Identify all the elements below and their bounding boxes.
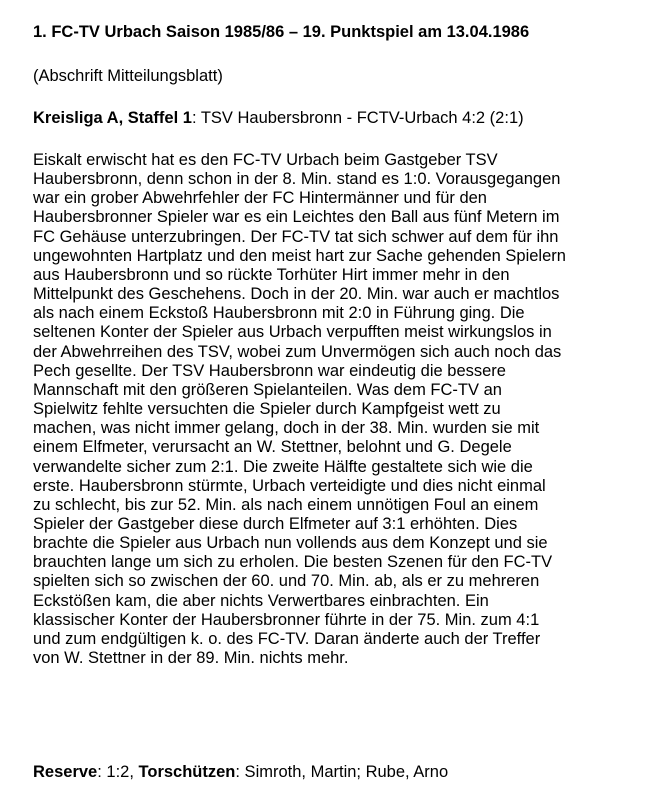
league-line [33,108,524,128]
reserve-score: : 1:2, [97,763,139,781]
report-line: machen, was nicht immer gelang, doch in der 38. Min. wurden sie mit [33,419,540,438]
report-line: Spieler der Gastgeber diese durch Elfmeter auf 3:1 erhöhten. Dies [33,514,518,533]
report-line: Eckstößen kam, die aber nichts Verwertbares einbrachten. Ein [33,591,489,610]
reserve-line [33,762,448,782]
report-line: Eiskalt erwischt hat es den FC-TV Urbach beim Gastgeber TSV [33,151,498,169]
report-line: Spielwitz fehlte versuchten die Spieler durch Kampfgeist wett zu [33,400,501,419]
report-line: aus Haubersbronn und so rückte Torhüter Hirt immer mehr in den [33,265,510,284]
report-line: und zum endgültigen k. o. des FC-TV. Daran änderte auch der Treffer [33,629,541,648]
report-line: erste. Haubersbronn stürmte, Urbach verteidigte und dies nicht einmal [33,476,546,495]
match-report [33,151,658,668]
report-line: als nach einem Eckstoß Haubersbronn mit 2:0 in Führung ging. Die [33,304,525,323]
report-line: Mannschaft mit den größeren Spielanteilen. Was dem FC-TV an [33,380,502,399]
scorers-label: Torschützen [138,763,236,781]
league-label: Kreisliga A, Staffel 1 [33,109,192,127]
report-line: Haubersbronner Spieler war es ein Leichtes den Ball aus fünf Metern im [33,208,560,227]
report-line: Haubersbronn, denn schon in der 8. Min. stand es 1:0. Vorausgegangen [33,170,561,189]
report-line: zu schlecht, bis zur 52. Min. als nach einem unnötigen Foul an einem [33,495,539,514]
report-line: seltenen Konter der Spieler aus Urbach verpufften meist wirkungslos in [33,323,552,342]
report-line: war ein grober Abwehrfehler der FC Hintermänner und für den [33,189,487,208]
match-result: : TSV Haubersbronn - FCTV-Urbach 4:2 (2:1) [191,109,524,127]
report-line: Pech gesellte. Der TSV Haubersbronn war eindeutig die bessere [33,361,506,380]
reserve-label: Reserve [33,763,98,781]
report-line: brauchten lange um sich zu erholen. Die besten Szenen für den FC-TV [33,553,553,572]
report-line: einem Elfmeter, verursacht an W. Stettner, belohnt und G. Degele [33,438,512,457]
report-line: spielten sich so zwischen der 60. und 70. Min. ab, als er zu mehreren [33,572,540,591]
document-title: 1. FC-TV Urbach Saison 1985/86 – 19. Punktspiel am 13.04.1986 [33,23,530,41]
report-line: klassischer Konter der Haubersbronner führte in der 75. Min. zum 4:1 [33,610,540,629]
report-line: von W. Stettner in der 89. Min. nichts mehr. [33,649,349,668]
scorers-list: : Simroth, Martin; Rube, Arno [235,763,449,781]
document-subtitle: (Abschrift Mitteilungsblatt) [33,67,223,85]
report-line: der Abwehrreihen des TSV, wobei zum Unvermögen sich auch noch das [33,342,562,361]
report-line: brachte die Spieler aus Urbach nun vollends aus dem Konzept und sie [33,534,548,553]
report-line: Mittelpunkt des Geschehens. Doch in der 20. Min. war auch er machtlos [33,285,560,304]
report-line: verwandelte sicher zum 2:1. Die zweite Hälfte gestaltete sich wie die [33,457,533,476]
report-line: ungewohnten Hartplatz und den meist hart zur Sache gehenden Spielern [33,246,566,265]
report-line: FC Gehäuse unterzubringen. Der FC-TV tat sich schwer auf dem für ihn [33,227,559,246]
